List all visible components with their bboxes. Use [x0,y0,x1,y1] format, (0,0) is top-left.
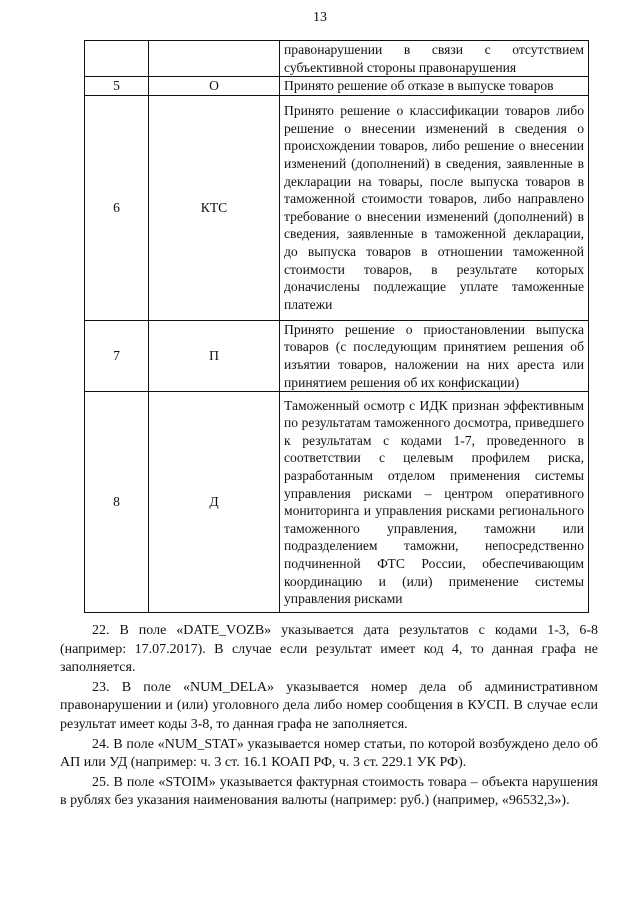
result-description: Принято решение об отказе в выпуске товаров [280,77,589,96]
result-codes-table [84,40,589,613]
result-description: Принято решение о приостановлении выпуска товаров (с последующим принятием решения об изъятии товаров, наложении на них ареста или принятием решения об их конфискации) [280,320,589,391]
result-description: Таможенный осмотр с ИДК признан эффективным по результатам таможенного досмотра, приведшего к результатам с кодами 1-7, проведенного в соответствии с целевым профилем риска, разработанным отделом применения системы управления рисками – центром оперативного мониторинга и управления рисками регионального таможенного управления, таможни или подразделением таможни, непосредственно подчиненной ФТС России, обеспечивающим координацию и (или) применение системы управления рисками [280,392,589,613]
row-number: 8 [85,392,149,613]
row-number [85,41,149,77]
paragraph-date-vozb: 22. В поле «DATE_VOZB» указывается дата результатов с кодами 1-3, 6-8 (например: 17.07.2017). В случае если результат имеет код 4, то данная графа не заполняется. [60,623,598,676]
result-code: Д [149,392,280,613]
row-number: 6 [85,95,149,320]
result-description: Принято решение о классификации товаров либо решение о внесении изменений в сведения о происхождении товаров, либо решение о внесении изменений (дополнений) в сведения, заявленные в декларации на товары, после выпуска товаров в таможенной стоимости товаров, либо направлено требование о внесении изменений (дополнений) в сведения, заявленные в таможенной декларации, до выпуска товаров в отношении таможенной стоимости товаров, в результате которых доначислены подлежащие уплате таможенные платежи [280,95,589,320]
paragraph-stoim: 25. В поле «STOIM» указывается фактурная стоимость товара – объекта нарушения в рублях без указания наименования валюты (например: руб.) (например, «96532,3»). [60,774,598,809]
page-number: 13 [313,10,327,25]
table-row [85,77,589,96]
paragraph-num-stat: 24. В поле «NUM_STAT» указывается номер статьи, по которой возбуждено дело об АП или УД (например: ч. 3 ст. 16.1 КОАП РФ, ч. 3 ст. 229.1 УК РФ). [60,736,598,771]
paragraph-num-dela: 23. В поле «NUM_DELA» указывается номер дела об административном правонарушении и (или) уголовного дела либо номер сообщения в КУСП. В случае если результат имеет коды 3-8, то данная графа не заполняется. [60,679,598,732]
row-number: 5 [85,77,149,96]
row-number: 7 [85,320,149,391]
table-row [85,41,589,77]
field-instructions [60,622,598,812]
result-code: КТС [149,95,280,320]
table-row [85,320,589,391]
table-row [85,95,589,320]
result-code [149,41,280,77]
result-code: П [149,320,280,391]
result-code: О [149,77,280,96]
table-row [85,392,589,613]
result-description: правонарушении в связи с отсутствием субъективной стороны правонарушения [280,41,589,77]
